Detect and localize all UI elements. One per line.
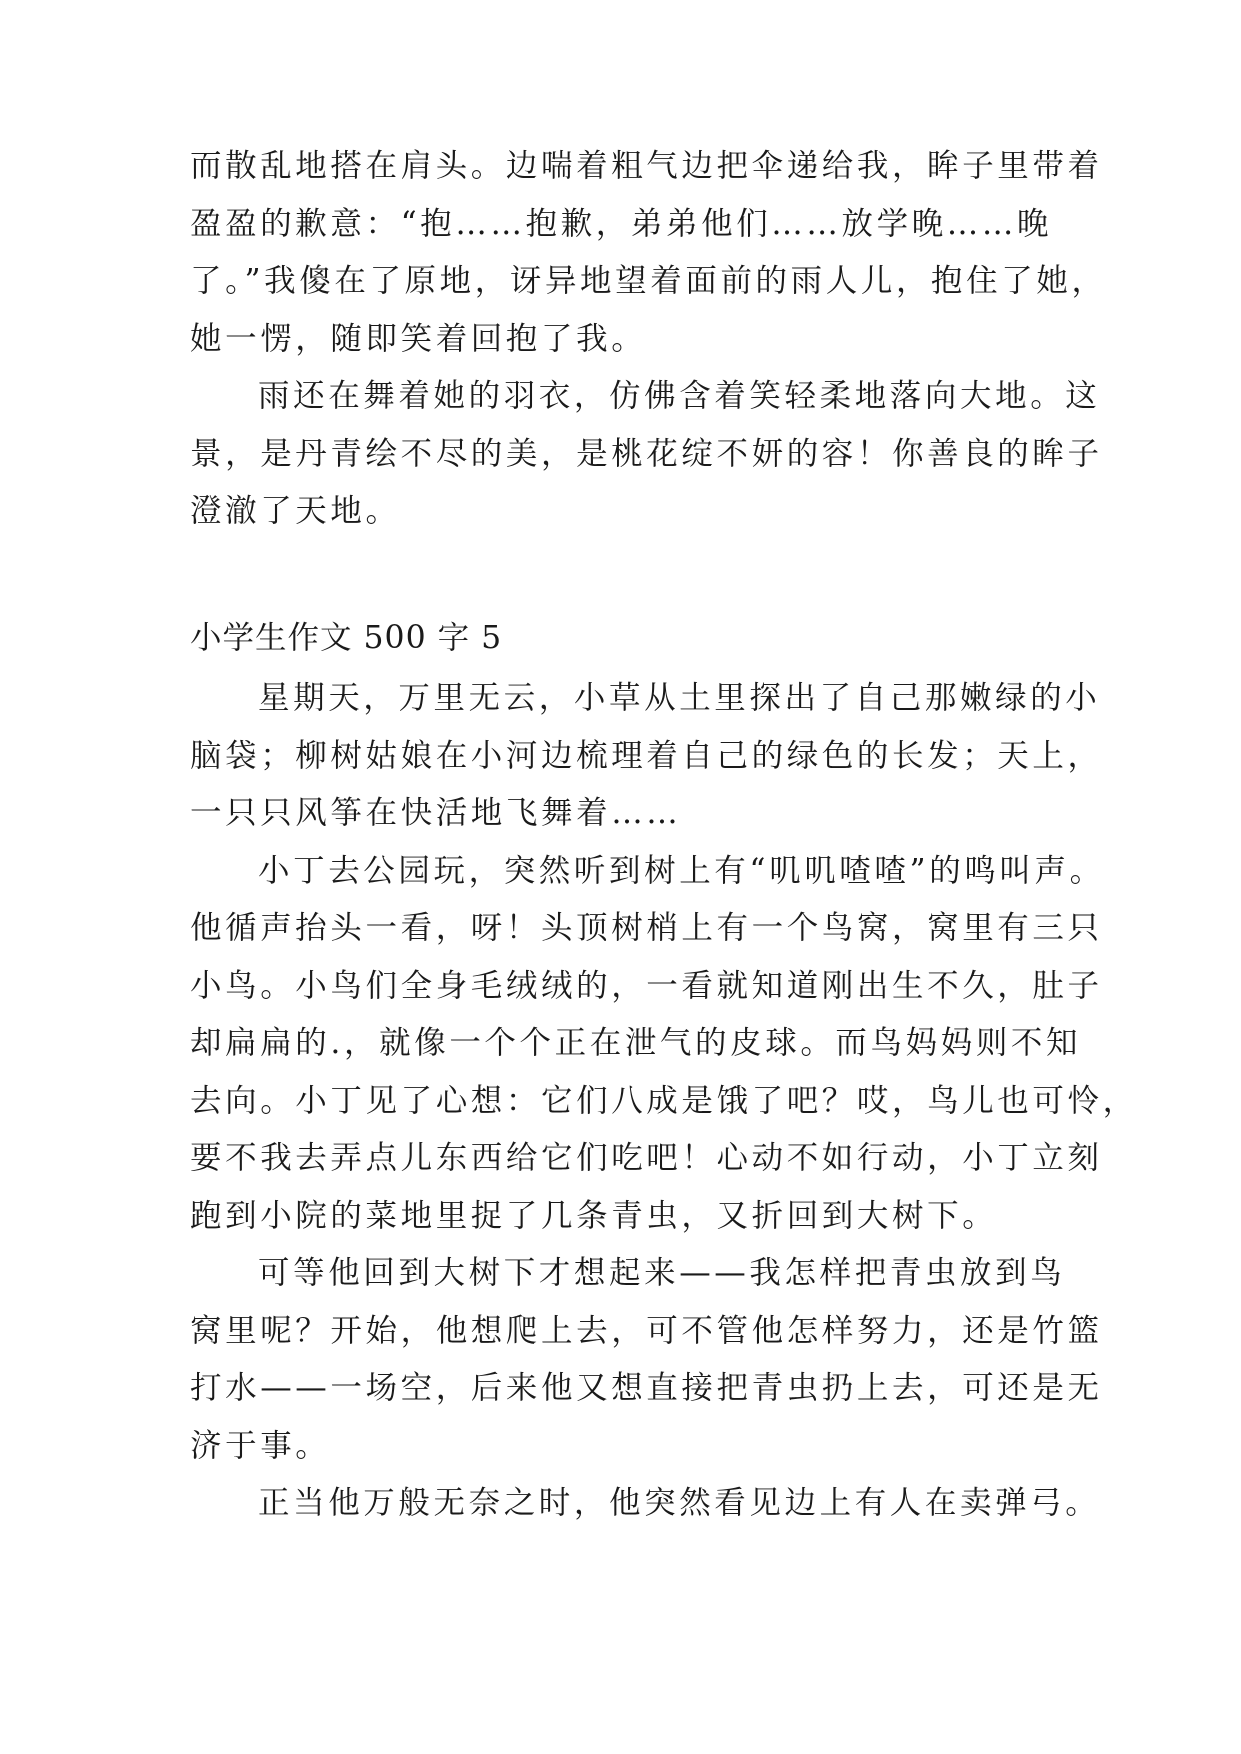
text-line: 正当他万般无奈之时，他突然看见边上有人在卖弹弓。 — [258, 1485, 1101, 1521]
text-line: 窝里呢？开始，他想爬上去，可不管他怎样努力，还是竹篮 — [190, 1312, 1103, 1349]
text-line: 而散乱地搭在肩头。边喘着粗气边把伞递给我，眸子里带着 — [190, 148, 1103, 184]
text-line: 一只只风筝在快活地飞舞着…… — [190, 795, 682, 831]
text-line: 要不我去弄点儿东西给它们吃吧！心动不如行动，小丁立刻 — [190, 1140, 1103, 1176]
text-line: 盈盈的歉意：“抱……抱歉，弟弟他们……放学晚……晚 — [190, 205, 1053, 242]
essay-continuation — [190, 138, 1107, 541]
text-line: 济于事。 — [190, 1427, 331, 1464]
text-line: 却扁扁的.，就像一个个正在泄气的皮球。而鸟妈妈则不知 — [190, 1025, 1082, 1061]
text-line: 脑袋；柳树姑娘在小河边梳理着自己的绿色的长发；天上， — [190, 737, 1103, 774]
text-line: 星期天，万里无云，小草从土里探出了自己那嫩绿的小 — [258, 680, 1101, 716]
text-line: 她一愣，随即笑着回抱了我。 — [190, 320, 647, 357]
text-line: 澄澈了天地。 — [190, 493, 401, 529]
text-line: 他循声抬头一看，呀！头顶树梢上有一个鸟窝，窝里有三只 — [190, 910, 1103, 946]
text-line: 跑到小院的菜地里捉了几条青虫，又折回到大树下。 — [190, 1197, 998, 1234]
essay-heading-block — [190, 610, 1060, 668]
text-line: 雨还在舞着她的羽衣，仿佛含着笑轻柔地落向大地。这 — [258, 378, 1101, 414]
text-line: 景，是丹青绘不尽的美，是桃花绽不妍的容！你善良的眸子 — [190, 435, 1103, 472]
text-line: 打水——一场空，后来他又想直接把青虫扔上去，可还是无 — [190, 1370, 1103, 1406]
text-line: 小鸟。小鸟们全身毛绒绒的，一看就知道刚出生不久，肚子 — [190, 967, 1103, 1004]
text-line: 小丁去公园玩，突然听到树上有“叽叽喳喳”的鸣叫声。 — [258, 852, 1105, 889]
essay-body — [190, 670, 1138, 1533]
text-line: 可等他回到大树下才想起来——我怎样把青虫放到鸟 — [258, 1255, 1066, 1291]
essay-title: 小学生作文 500 字 5 — [190, 620, 503, 656]
text-line: 去向。小丁见了心想：它们八成是饿了吧？哎，鸟儿也可怜， — [190, 1082, 1138, 1119]
text-line: 了。”我傻在了原地，讶异地望着面前的雨人儿，抱住了她， — [190, 263, 1107, 299]
